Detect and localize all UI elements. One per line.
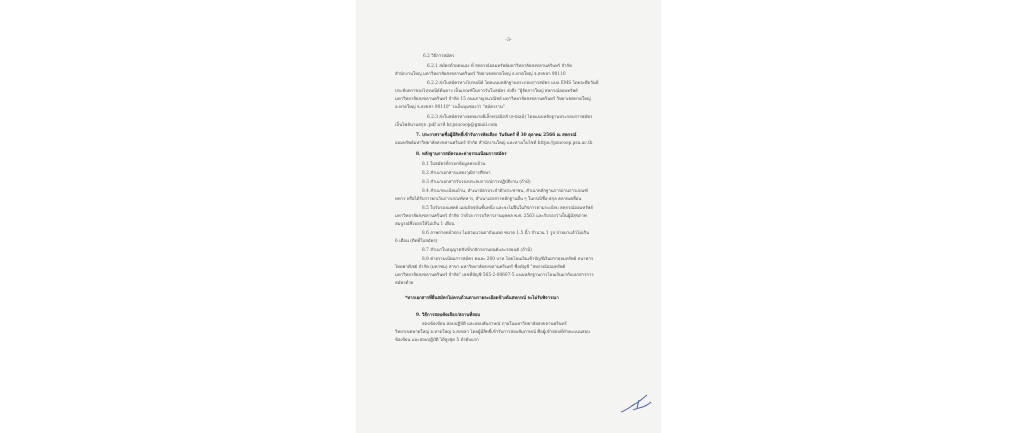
section-heading: *หากเอกสารที่ยื่นสมัครไม่ครบถ้วนตามรายละเอียดข้างต้นสหกรณ์ จะไม่รับพิจารณา	[405, 296, 559, 301]
text-line: 8.2 สำเนาเอกสารแสดงวุฒิการศึกษา	[422, 171, 491, 176]
text-line: 8.3 สำเนาเอกสารรับรองประสบการณ์การปฏิบัติงาน (ถ้ามี)	[422, 180, 531, 185]
text-line: 6.2.1 สมัครด้วยตนเอง ที่ สหกรณ์ออมทรัพย์มหาวิทยาลัยสงขลานครินทร์ จำกัด	[427, 64, 572, 69]
text-line: วิทยาเขตหาดใหญ่ อ.หาดใหญ่ จ.สงขลา โดยผู้มีสิทธิ์เข้ารับการสอบสัมภาษณ์ คือผู้เข้าสอบที่ทำคะแนนสอบ	[395, 330, 590, 335]
document-page	[357, 0, 660, 433]
text-line: สมัครด้วย	[395, 281, 414, 286]
text-line: มหาวิทยาลัยสงขลานครินทร์ จำกัด 15 ถนนกาญจนวณิชย์ มหาวิทยาลัยสงขลานครินทร์ วิทยาเขตหาดใหญ่	[395, 97, 591, 102]
text-line: 6.2.2 ส่งใบสมัครทางไปรษณีย์ โดยแนบหลักฐานประกอบการสมัคร แบบ EMS โดยจะยึดวันที่	[427, 81, 599, 86]
text-line: 8.7 สำเนาใบอนุญาตขับขี่รถจักรยานยนต์และรถยนต์ (ถ้ามี)	[422, 248, 532, 253]
text-line: อ.หาดใหญ่ จ.สงขลา 90110" วงเล็บมุมซองว่า "สมัครงาน"	[395, 105, 505, 110]
text-line: ออมทรัพย์มหาวิทยาลัยสงขลานครินทร์ จำกัด สำนักงานใหญ่ และทางเว็บไซต์ https://psucoop.psu.ac.th	[395, 141, 593, 146]
text-line: มหาวิทยาลัยสงขลานครินทร์ จำกัด" เลขที่บัญชี 565-2-00607-5 แนบหลักฐานการโอนเงินมากับเอกสารการ	[395, 273, 594, 278]
text-line: ทหาร หรือได้รับการยกเว้นการเกณฑ์ทหาร, สำเนาเอกสารหลักฐานอื่น ๆ ในกรณีชื่อ-สกุล คลาดเคลื่อน	[395, 197, 582, 202]
text-line: ข้อเขียน และสอบปฏิบัติ ได้สูงสุด 5 ลำดับแรก	[395, 338, 479, 343]
page-number: -3-	[505, 37, 512, 43]
text-line: ประทับตราของไปรษณีย์ต้นทาง เป็นเกณฑ์ในการรับใบสมัคร ส่งถึง "ผู้จัดการใหญ่ สหกรณ์ออมทรัพย์	[395, 89, 578, 94]
text-line: สำนักงานใหญ่ มหาวิทยาลัยสงขลานครินทร์ วิทยาเขตหาดใหญ่ อ.หาดใหญ่ จ.สงขลา 90110	[395, 72, 566, 77]
text-line: 8.4 สำเนาทะเบียนบ้าน, สำเนาบัตรประจำตัวประชาชน, สำเนาหลักฐานการผ่านการเกณฑ์	[422, 189, 588, 194]
text-line: มหาวิทยาลัยสงขลานครินทร์ จำกัด ว่าด้วย การบริหารงานบุคคล พ.ศ. 2563 และรับรองว่าเป็นผู้มีสุขภาพ	[395, 214, 587, 219]
section-heading: 8. หลักฐานการสมัครและค่าธรรมเนียมการสมัคร	[416, 152, 507, 157]
section-heading: 7. ประกาศรายชื่อผู้มีสิทธิ์เข้ารับการคัดเลือก วันจันทร์ ที่ 30 ตุลาคม 2566 ณ สหกรณ์	[416, 133, 577, 138]
text-line: ไทยพาณิชย์ จำกัด (มหาชน) สาขา มหาวิทยาลัยสงขลานครินทร์ ชื่อบัญชี "สหกรณ์ออมทรัพย์	[395, 265, 566, 270]
text-line: 8.1 ใบสมัครที่กรอกข้อมูลครบถ้วน	[422, 162, 486, 167]
text-line: 8.6 ภาพถ่ายหน้าตรง ไม่สวมแว่นตากันแดด ขนาด 1.5 นิ้ว จำนวน 1 รูป ถ่ายมาแล้วไม่เกิน	[422, 231, 590, 236]
text-line: 6.2 วิธีการสมัคร	[423, 54, 455, 59]
text-line: 6.2.3 ส่งใบสมัครทางจดหมายอิเล็กทรอนิกส์ (e-mail) โดยแนบหลักฐานประกอบการสมัคร	[427, 115, 593, 120]
text-line: เป็นไฟล์นามสกุล .pdf มาที่ hr.psucoop@gmail.com	[395, 123, 498, 128]
text-line: 6 เดือน (ติดที่ใบสมัคร)	[395, 239, 438, 244]
text-line: สมบูรณ์ซึ่งออกให้ไม่เกิน 1 เดือน	[395, 222, 455, 227]
text-line: 8.8 ค่าธรรมเนียมการสมัคร คนละ 200 บาท โดยโอนเงินเข้าบัญชีเงินฝากออมทรัพย์ ธนาคาร	[422, 257, 594, 262]
text-line: 8.5 ใบรับรองแพทย์ แผนปัจจุบันชั้นหนึ่ง และจะไม่ฝืนในกิจการตามระเบียบ สหกรณ์ออมทรัพย์	[422, 206, 593, 211]
text-line: สอบข้อเขียน สอบปฏิบัติ และสอบสัมภาษณ์ ภายในมหาวิทยาลัยสงขลานครินทร์	[422, 322, 567, 327]
signature-image	[619, 392, 653, 416]
section-heading: 9. วิธีการสอบคัดเลือก/สถานที่สอบ	[416, 313, 481, 318]
